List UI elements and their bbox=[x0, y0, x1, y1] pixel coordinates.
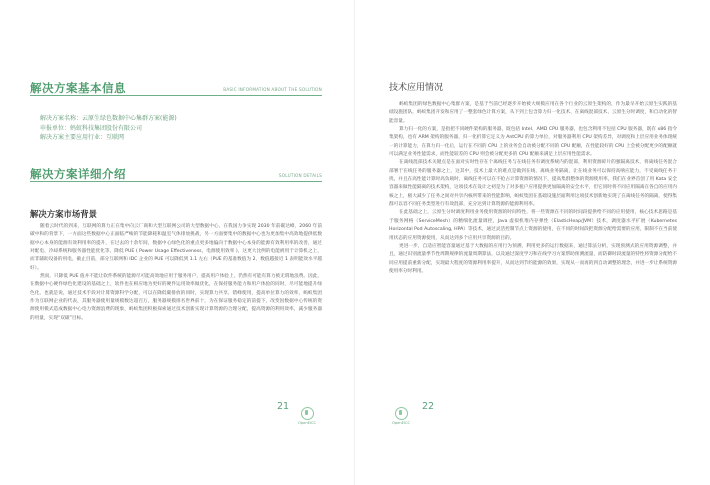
paragraph: 算力归一化的方案，是指把不同硬件架构的服务器，既包括 Intel、AMD CPU 服务器，也包含利用不包括 CPU 服务器，既有 x86 指令集架构，也有 ARM 架构的服务器，归一化折算它定义为 AntCPU 的算力单位，对服务器利用 CPU 架构差异，对调度和上层应用业务体现统一的计算能力，在算力归一化后，运行在不同的 CPU 上的业务会自动被分配不同的 CPU 配额，在性能较好的 CPU 上会被分配更少的配额就可以满足业务性能需求，而性能较差的 CPU 则会被分配更多的 CPU 配额来满足上层应用性能需求。 bbox=[389, 127, 677, 158]
leaf-icon bbox=[301, 407, 314, 420]
paragraph: 蚂蚁集团的绿色数据中心集群方案，是基于当前已经逐步开始被大规模应用在各个行业的云原生架构的，作为最早开始云原生实践的基础设施团队，蚂蚁集团开发和应用了一整套绿色计算方案，从下到上包含算力归一化技术、在离线混部技术、云原生分时调度，和自动化的智能容量。 bbox=[389, 102, 677, 124]
application-industry: 解决方案主要应用行业：互联网 bbox=[40, 134, 125, 142]
logo-text: OpenEICC bbox=[298, 421, 316, 425]
openeicc-logo bbox=[389, 407, 413, 427]
tech-application-heading: 技术应用情况 bbox=[389, 83, 444, 93]
market-background-body bbox=[30, 223, 322, 323]
openeicc-logo bbox=[295, 407, 319, 427]
tech-application-body bbox=[389, 101, 677, 276]
applicant-unit: 申报单位：蚂蚁科技集团股份有限公司 bbox=[40, 124, 143, 132]
section-title-details: 解决方案详细介绍 bbox=[30, 167, 126, 181]
section-title-basic-info: 解决方案基本信息 bbox=[30, 81, 126, 95]
page-number: 21 bbox=[277, 401, 290, 412]
section-divider bbox=[30, 181, 322, 182]
section-divider bbox=[30, 95, 322, 96]
paragraph: 更进一步，自适应智能容量通过基于大数据的应用行为预测，利用更多的运行数据来，通过算法分析，实现预测式的应用资源调整，并且，通过识别流量季节性周期规律的流量周期算法，以及通过深度学习和在线学习方案帮助预测流量，而防御时段流量的特性将资源分配给不同应用提前重新分配，实现最大程度的资源利用率提升，从而达到节约能源的效果，实现从一而再的到自动调整的理念，并进一步让系统资源使用率分时利用。 bbox=[389, 243, 677, 274]
paragraph: 随着云时代的到来，互联网的算力正在集中向云厂商和大型互联网公司的大型数据中心，在我国力争实现 2030 年前碳达峰、2060 年前碳中和的背景下，一方面这些数据中心正面临严峻的节能降耗和温室气体排放挑战，另一方面要集中的数据中心也为更加集中高效地提供低数据中心本身的能源有效利用率的提升，在过去的十余年间，数据中心绿色化的重点更多地偏向于数据中心本身的能源有效利用率的改善，通过对配电、冷却系统和服务器性能优化等，降低 PUE ( Power Usage Effectiveness，电源使用效率 )，这更大比例的电能被用于计算机之上，而非辅助设备的用电，截止目前，部分互联网和 IDC 企业的 PUE 可以降低到 1.1 左右（PUE 的基准数值为 2，数值越接近 1 表明能效水平越好）。 bbox=[30, 224, 322, 271]
solution-name: 解决方案名称：云原生绿色数据中心集群方案(能源) bbox=[40, 115, 177, 122]
page-number: 22 bbox=[422, 401, 435, 412]
paragraph: 然而，只降低 PUE 值并不能让软件系统的能源尽可能高效地应用于服务用户，提高用户体验上，仍然有可能有算力被无谓地浪费。因此，在数据中心硬件绿色化建设的基础之上，软件也在相应地为更好的硬件运用效率做优化，在保持服务能力和用户体验的同时，尽可能地提升绿色化，也就是说，通过技术手段对计算资源科学分配，可以在降低碳排放的同时，实现算力共享，错峰使用，提高单位算力的效率，蚂蚁集团作为互联网企业的代表，其服务器使用量规模数达超百万，服务器规模排名世界前十，为在保证服务稳定的前提下，改变因数据中心传统的资源使用模式造成数据中心电力资源浪费的现象，蚂蚁集团积极探索通过技术创新实现计算资源的合理分配，提高资源的利用效率，减少服务器的用量，实现“双碳”目标。 bbox=[30, 274, 322, 321]
paragraph: 在此基础之上，云原生分时调度利用业务使用资源的时间特性，将一些资源在不同的时间段提供给不同的应用使用，核心技术思路是基于服务网格（ServiceMesh）的精细化流量调控，Java 虚拟机堆内存弹性（ElasticHeap/JVM）技术，调度器水平扩展（Kubernetes Horizontal Pod Autoscaling, HPA）等技术，通过灵活控制节点上资源的使用，在不同的时间段把资源分配给需要的应用，限制不在当前使用状态的应用资源使用，从而达到多个应用共享资源的目的。 bbox=[389, 210, 677, 241]
paragraph: 在离线混部技术关键点是在面对实时性存在个离线任务与在线任务有调度系统内的混部，利用资源碎片的强隔离技术，将离线任务混合部署于在线任务的服务器之上，这其中，技术上最大的难点是做到在线、离线业务隔离，让在线业务可以保持高响应能力，不受离线任务干扰，并且在高性能计算时高负载时，离线任务可以在不抢占计算资源的情况下，提高集群整体的资源使用率，我们在业界首创了用 Kata 安全容器来做性能隔离的技术架构，这项技术在设计之初是为了对多租户应用提供更加隔离的安全水平，但它同时将不同应用隔离在各自的应用内核之上，极大减少了任务之间对共享内核所带来的性能影响，蚂蚁集团在基础设施层面利用这项技术创新地实现了在离线任务的隔离，使得集群可以容不同任务类型进行有效混部，充分达到计算资源的能源利用率。 bbox=[389, 160, 677, 208]
right-page bbox=[355, 0, 710, 485]
solution-info-block bbox=[40, 114, 177, 143]
section-subtitle-details: SOLUTION DETAILS bbox=[278, 173, 322, 178]
market-background-heading: 解决方案市场背景 bbox=[30, 209, 97, 219]
section-subtitle-basic-info: BASIC INFORMATION ABOUT THE SOLUTION bbox=[223, 87, 322, 92]
logo-text: OpenEICC bbox=[392, 421, 410, 425]
leaf-icon bbox=[395, 407, 408, 420]
